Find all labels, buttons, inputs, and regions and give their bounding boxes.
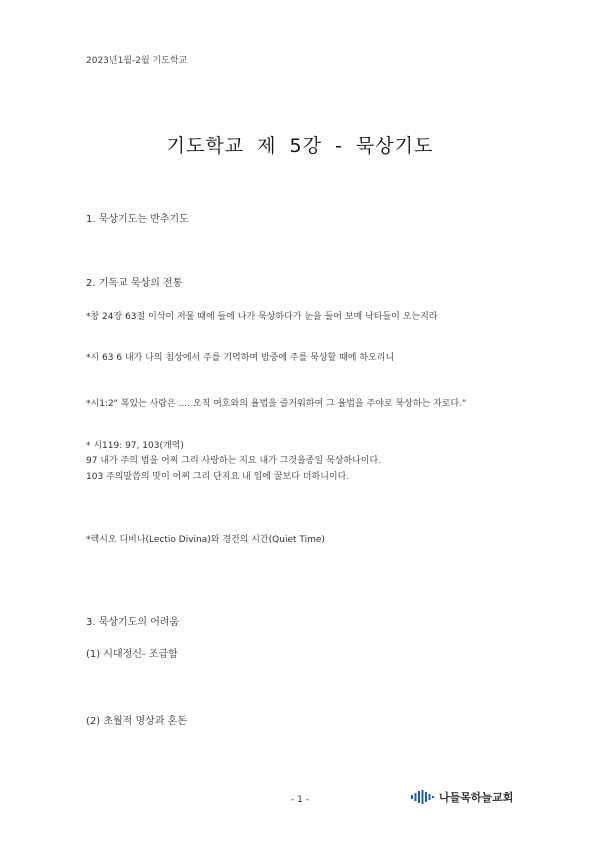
verse-psalm-119-103: 103 주의말씀의 맛이 어찌 그리 단지요 내 입에 꿀보다 더하니이다. [86, 472, 350, 482]
church-logo-icon [411, 790, 435, 804]
verse-psalm-63: *시 63 6 내가 나의 침상에서 주를 기억하며 밤중에 주를 묵상할 때에 하오리니 [86, 353, 395, 363]
church-logo [411, 789, 513, 805]
verse-psalm-119-97: 97 내가 주의 법을 어찌 그리 사랑하는 지요 내가 그것을종일 묵상하나이다. [86, 456, 382, 466]
section-3-heading: 3. 묵상기도의 어려움 [86, 617, 180, 628]
lectio-divina-line: *렉시오 디비나(Lectio Divina)와 경건의 시간(Quiet Time) [86, 535, 325, 545]
section-1-heading: 1. 묵상기도는 반추기도 [86, 214, 189, 225]
section-2-heading: 2. 기독교 묵상의 전통 [86, 278, 183, 289]
page-header: 2023년1월-2월 기도학교 [86, 56, 188, 66]
church-logo-text: 나들목하늘교회 [439, 791, 514, 804]
verse-psalm-1: *시1:2" 복있는 사람은 .... 오직 여호와의 율법을 즐거워하여 그 율법을 주야로 묵상하는 자로다." [86, 399, 467, 409]
verse-genesis: *창 24장 63절 이삭이 저물 때에 들에 나가 묵상하다가 눈을 들어 보매 낙타들이 오는지라 [86, 312, 438, 322]
section-3-item-2: (2) 초월적 명상과 혼돈 [86, 716, 187, 727]
verse-psalm-119-ref: * 시119: 97, 103(개역) [86, 441, 184, 451]
section-3-item-1: (1) 시대정신- 조급함 [86, 649, 178, 660]
page-number: - 1 - [291, 795, 309, 805]
page-title: 기도학교 제 5강 - 묵상기도 [166, 135, 434, 157]
